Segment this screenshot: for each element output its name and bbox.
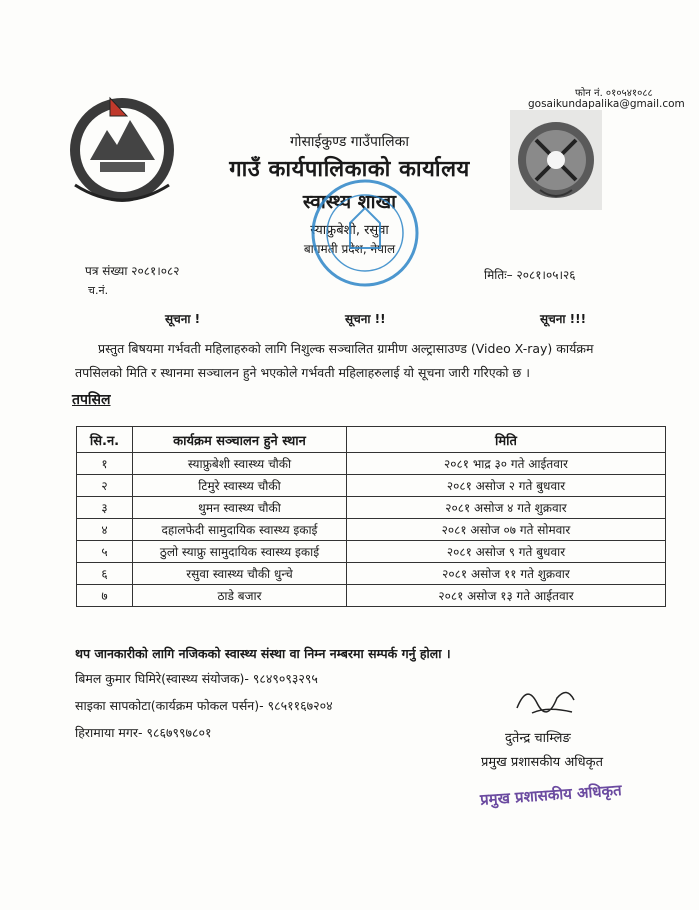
- table-row: [77, 541, 666, 563]
- table-row: [77, 453, 666, 475]
- column-header-date: मिति: [347, 427, 666, 453]
- schedule-heading: तपसिल: [72, 392, 111, 408]
- notice-body-line-2: तपसिलको मिति र स्थानमा सञ्चालन हुने भएकोले गर्भवती महिलाहरुलाई यो सूचना जारी गरिएको छ ।: [75, 365, 530, 380]
- schedule-table: [76, 426, 666, 607]
- table-row: [77, 585, 666, 607]
- signatory-name: दुतेन्द्र चाम्लिङ: [505, 731, 571, 746]
- office-address: स्याफ्रुबेशी, रसुवा: [310, 223, 389, 238]
- office-title: गाउँ कार्यपालिकाको कार्यालय: [229, 157, 470, 182]
- cell-serial: २: [77, 475, 133, 497]
- handwritten-signature: [512, 678, 582, 720]
- contact-line-3: हिरामाया मगर- ९८६७९९७८०१: [75, 725, 212, 740]
- table-row: [77, 519, 666, 541]
- table-row: [77, 563, 666, 585]
- cell-date: २०८१ असोज ९ गते बुधवार: [347, 541, 666, 563]
- notice-label-2: सूचना !!: [345, 312, 386, 326]
- table-row: [77, 475, 666, 497]
- contact-intro: थप जानकारीको लागि नजिकको स्वास्थ्य संस्था वा निम्न नम्बरमा सम्पर्क गर्नु होला ।: [75, 646, 451, 661]
- cell-serial: ७: [77, 585, 133, 607]
- cell-date: २०८१ असोज ०७ गते सोमवार: [347, 519, 666, 541]
- cell-location: दहालफेदी सामुदायिक स्वास्थ्य इकाई: [133, 519, 347, 541]
- table-header-row: [77, 427, 666, 453]
- cell-date: २०८१ असोज ११ गते शुक्रवार: [347, 563, 666, 585]
- cell-location: ठाडे बजार: [133, 585, 347, 607]
- cell-date: २०८१ असोज १३ गते आईतवार: [347, 585, 666, 607]
- table-row: [77, 497, 666, 519]
- notice-body-line-1: प्रस्तुत बिषयमा गर्भवती महिलाहरुको लागि निशुल्क सञ्चालित ग्रामीण अल्ट्रासाउण्ड (Video X-ray) कार्यक्रम: [98, 341, 594, 356]
- contact-line-1: बिमल कुमार घिमिरे(स्वास्थ्य संयोजक)- ९८४९०९३२९५: [75, 671, 318, 686]
- signatory-title: प्रमुख प्रशासकीय अधिकृत: [481, 755, 604, 770]
- dispatch-number: च.नं.: [88, 284, 109, 297]
- office-province: बागमती प्रदेश, नेपाल: [303, 242, 396, 256]
- contact-line-2: साइका सापकोटा(कार्यक्रम फोकल पर्सन)- ९८५११६७२०४: [75, 698, 333, 713]
- cell-location: टिमुरे स्वास्थ्य चौकी: [133, 475, 347, 497]
- cell-serial: १: [77, 453, 133, 475]
- cell-location: ठुलो स्याफ्रु सामुदायिक स्वास्थ्य इकाई: [133, 541, 347, 563]
- cell-date: २०८१ असोज ४ गते शुक्रवार: [347, 497, 666, 519]
- notice-label-3: सूचना !!!: [540, 312, 587, 326]
- cell-location: स्याफ्रुबेशी स्वास्थ्य चौकी: [133, 453, 347, 475]
- reference-number: पत्र संख्या २०८१।०८२: [85, 264, 180, 278]
- cell-serial: ३: [77, 497, 133, 519]
- cell-serial: ६: [77, 563, 133, 585]
- office-stamp-icon: [295, 168, 435, 298]
- cell-location: थुमन स्वास्थ्य चौकी: [133, 497, 347, 519]
- column-header-location: कार्यक्रम सञ्चालन हुने स्थान: [133, 427, 347, 453]
- cell-date: २०८१ असोज २ गते बुधवार: [347, 475, 666, 497]
- email-address[interactable]: gosaikundapalika@gmail.com: [528, 98, 685, 110]
- designation-stamp: प्रमुख प्रशासकीय अधिकृत: [479, 781, 623, 809]
- cell-date: २०८१ भाद्र ३० गते आईतवार: [347, 453, 666, 475]
- branch-title: स्वास्थ्य शाखा: [302, 191, 397, 213]
- letter-date: मितिः– २०८१।०५।२६: [484, 268, 576, 282]
- cell-serial: ४: [77, 519, 133, 541]
- phone-number: फोन नं. ०१०५४१०८८: [575, 88, 653, 99]
- column-header-serial: सि.न.: [77, 427, 133, 453]
- cell-serial: ५: [77, 541, 133, 563]
- notice-label-1: सूचना !: [165, 312, 201, 326]
- cell-location: रसुवा स्वास्थ्य चौकी धुन्चे: [133, 563, 347, 585]
- municipality-name: गोसाईकुण्ड गाउँपालिका: [289, 134, 410, 150]
